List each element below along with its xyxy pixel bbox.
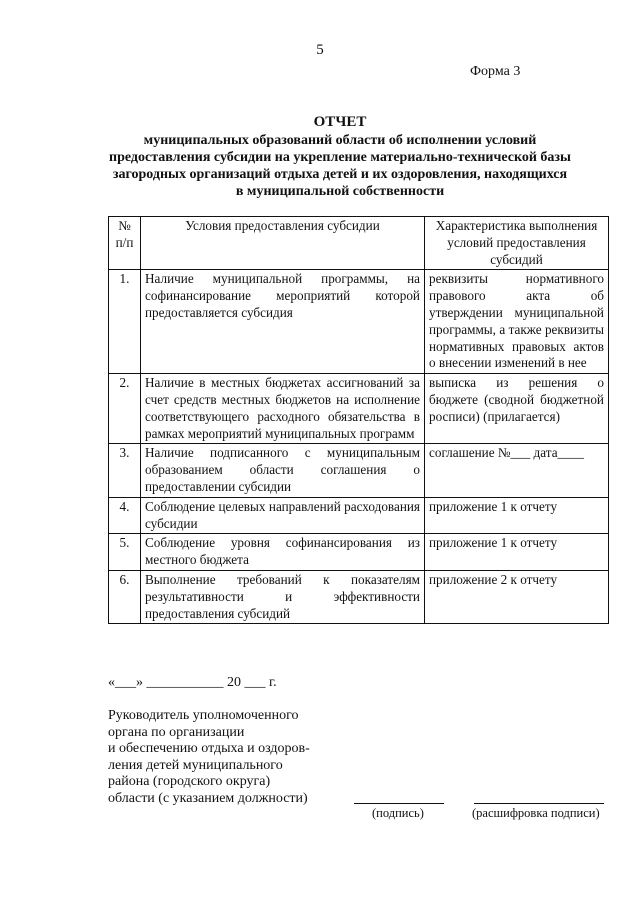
header-condition: Условия предоставления субсидии [141, 217, 425, 270]
row-characteristic: приложение 2 к отчету [425, 570, 609, 623]
signer-line: ления детей муниципального [108, 757, 283, 773]
table-row [109, 270, 609, 374]
row-number: 2. [109, 374, 141, 444]
signer-line: области (с указанием должности) [108, 790, 308, 806]
row-characteristic: приложение 1 к отчету [425, 497, 609, 534]
row-condition: Наличие муниципальной программы, на софинансирование мероприятий которой предоставляется субсидия [141, 270, 425, 374]
row-number: 3. [109, 444, 141, 497]
table-row [109, 444, 609, 497]
table-row [109, 374, 609, 444]
signer-line: Руководитель уполномоченного [108, 708, 299, 723]
conditions-table [108, 216, 609, 624]
report-title-line: муниципальных образований области об исполнении условий [143, 133, 537, 148]
row-number: 1. [109, 270, 141, 374]
decoding-line [474, 803, 604, 804]
report-title-line: загородных организаций отдыха детей и их оздоровления, находящихся [112, 167, 568, 182]
form-label: Форма 3 [470, 64, 521, 79]
signature-caption: (подпись) [372, 806, 424, 820]
table-row [109, 497, 609, 534]
table-header-row [109, 217, 609, 270]
row-number: 5. [109, 534, 141, 571]
signer-line: района (городского округа) [108, 774, 271, 790]
signer-line: и обеспечению отдыха и оздоров- [108, 741, 310, 757]
decoding-caption: (расшифровка подписи) [472, 806, 600, 820]
report-title-main: ОТЧЕТ [313, 114, 367, 130]
signer-position [108, 708, 348, 808]
report-title [80, 114, 600, 200]
signature-line [354, 803, 444, 804]
date-line: «___» ___________ 20 ___ г. [108, 675, 277, 690]
row-condition: Наличие в местных бюджетах ассигнований за счет средств местных бюджетов на исполнение соответствующего расходного обязательства в рамках мероприятий муниципальных программ [141, 374, 425, 444]
row-characteristic: соглашение №___ дата____ [425, 444, 609, 497]
header-characteristic: Характеристика выполнения условий предоставления субсидий [425, 217, 609, 270]
page-number: 5 [316, 42, 324, 58]
row-characteristic: выписка из решения о бюджете (сводной бюджетной росписи) (прилагается) [425, 374, 609, 444]
row-condition: Соблюдение уровня софинансирования из местного бюджета [141, 534, 425, 571]
row-number: 4. [109, 497, 141, 534]
row-condition: Соблюдение целевых направлений расходования субсидии [141, 497, 425, 534]
report-title-line: в муниципальной собственности [235, 184, 445, 199]
signer-line: органа по организации [108, 724, 245, 740]
row-condition: Выполнение требований к показателям результативности и эффективности предоставления субсидий [141, 570, 425, 623]
row-condition: Наличие подписанного с муниципальным образованием области соглашения о предоставлении субсидии [141, 444, 425, 497]
report-title-line: предоставления субсидии на укрепление материально-технической базы [109, 150, 571, 165]
table-row [109, 570, 609, 623]
row-characteristic: приложение 1 к отчету [425, 534, 609, 571]
row-number: 6. [109, 570, 141, 623]
header-number: № п/п [109, 217, 141, 270]
row-characteristic: реквизиты нормативного правового акта об утверждении муниципальной программы, а также реквизиты нормативных правовых актов о внесении изменений в нее [425, 270, 609, 374]
table-row [109, 534, 609, 571]
